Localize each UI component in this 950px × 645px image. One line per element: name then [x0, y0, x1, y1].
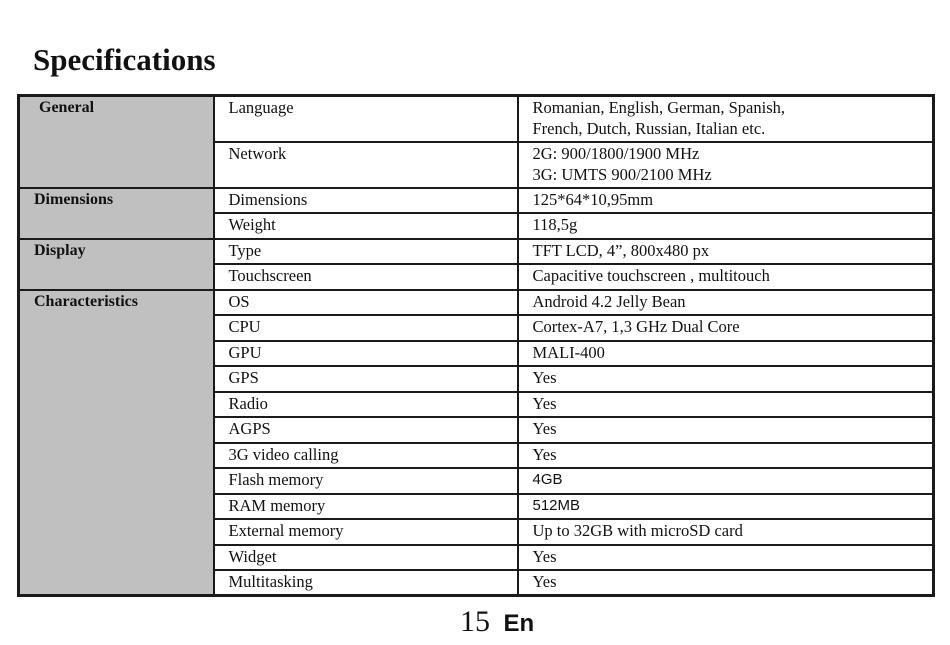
table-row [19, 142, 934, 188]
value-cell: Yes [518, 570, 934, 596]
value-cell: Yes [518, 366, 934, 392]
property-cell: RAM memory [214, 494, 518, 520]
table-row [19, 494, 934, 520]
category-characteristics: Characteristics [19, 290, 214, 316]
property-cell: AGPS [214, 417, 518, 443]
category-general: General [19, 96, 214, 142]
category-cell-empty [19, 264, 214, 290]
value-line: French, Dutch, Russian, Italian etc. [532, 119, 766, 138]
value-cell: Yes [518, 545, 934, 571]
value-cell: 118,5g [518, 213, 934, 239]
property-cell: GPU [214, 341, 518, 367]
table-row [19, 392, 934, 418]
property-cell: Radio [214, 392, 518, 418]
property-cell: 3G video calling [214, 443, 518, 469]
value-cell: Android 4.2 Jelly Bean [518, 290, 934, 316]
property-cell: Weight [214, 213, 518, 239]
category-cell-empty [19, 392, 214, 418]
table-row [19, 264, 934, 290]
table-row [19, 545, 934, 571]
language-code: En [503, 610, 535, 637]
specifications-table [17, 94, 935, 597]
category-cell-empty [19, 213, 214, 239]
value-cell: Yes [518, 392, 934, 418]
category-cell-empty [19, 315, 214, 341]
category-cell-empty [19, 142, 214, 188]
category-cell-empty [19, 545, 214, 571]
table-row [19, 468, 934, 494]
property-cell: Flash memory [214, 468, 518, 494]
page-footer [460, 604, 534, 642]
value-cell: 512MB [518, 494, 934, 520]
category-cell-empty [19, 570, 214, 596]
value-cell: Yes [518, 443, 934, 469]
value-cell [518, 96, 934, 142]
category-cell-empty [19, 443, 214, 469]
value-cell: Capacitive touchscreen , multitouch [518, 264, 934, 290]
category-cell-empty [19, 468, 214, 494]
table-row [19, 188, 934, 214]
category-cell-empty [19, 519, 214, 545]
property-cell: OS [214, 290, 518, 316]
property-cell: Multitasking [214, 570, 518, 596]
property-cell: Touchscreen [214, 264, 518, 290]
table-row [19, 519, 934, 545]
table-row [19, 570, 934, 596]
category-cell-empty [19, 366, 214, 392]
property-cell: Dimensions [214, 188, 518, 214]
value-line: 3G: UMTS 900/2100 MHz [532, 164, 712, 184]
property-cell: GPS [214, 366, 518, 392]
value-cell: Cortex-A7, 1,3 GHz Dual Core [518, 315, 934, 341]
table-row [19, 96, 934, 142]
table-row [19, 417, 934, 443]
table-row [19, 213, 934, 239]
value-line: Romanian, English, German, Spanish, [532, 98, 786, 117]
property-cell: Type [214, 239, 518, 265]
category-display: Display [19, 239, 214, 265]
category-cell-empty [19, 417, 214, 443]
property-cell: External memory [214, 519, 518, 545]
value-cell: Yes [518, 417, 934, 443]
property-cell: Language [214, 96, 518, 142]
value-cell: Up to 32GB with microSD card [518, 519, 934, 545]
table-row [19, 341, 934, 367]
page-title: Specifications [33, 42, 216, 77]
table-row [19, 443, 934, 469]
property-cell: Widget [214, 545, 518, 571]
value-cell: 4GB [518, 468, 934, 494]
page-number: 15 [460, 605, 490, 638]
table-row [19, 290, 934, 316]
table-row [19, 315, 934, 341]
table-row [19, 239, 934, 265]
property-cell: CPU [214, 315, 518, 341]
value-cell [518, 142, 934, 188]
property-cell: Network [214, 142, 518, 188]
category-cell-empty [19, 494, 214, 520]
category-cell-empty [19, 341, 214, 367]
value-cell: TFT LCD, 4”, 800x480 px [518, 239, 934, 265]
value-cell: MALI-400 [518, 341, 934, 367]
table-row [19, 366, 934, 392]
value-line: 2G: 900/1800/1900 MHz [532, 143, 700, 163]
category-dimensions: Dimensions [19, 188, 214, 214]
value-cell: 125*64*10,95mm [518, 188, 934, 214]
